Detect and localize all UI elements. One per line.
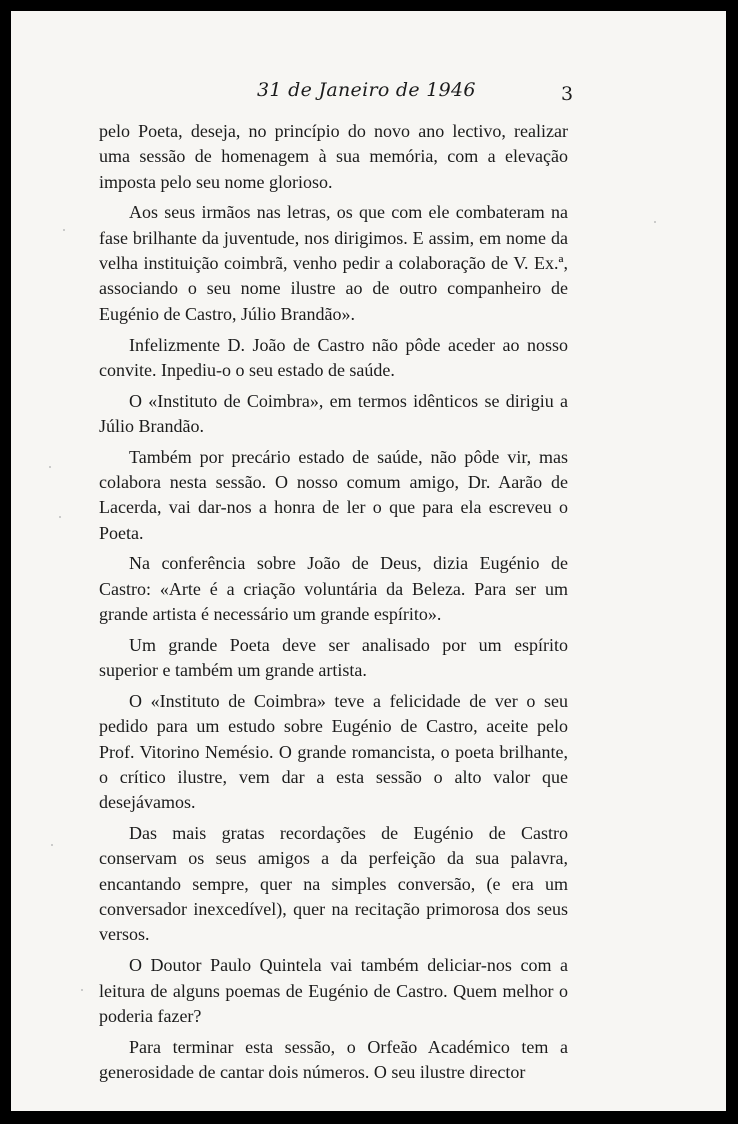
body-text: [99, 119, 568, 1085]
page-header: [11, 79, 726, 109]
paper-speck: [81, 989, 83, 991]
paragraph: Das mais gratas recordações de Eugénio de Castro conservam os seus amigos a da perfeição da sua palavra, encantando sempre, quer na simples conversão, (e era um conversador inexcedível), quer na recitação primorosa dos seus versos.: [99, 823, 568, 945]
paper-speck: [49, 466, 51, 468]
paragraph: O Doutor Paulo Quintela vai também deliciar-nos com a leitura de alguns poemas de Eugénio de Castro. Quem melhor o poderia fazer?: [99, 955, 568, 1026]
paper-speck: [51, 844, 53, 846]
paragraph: Para terminar esta sessão, o Orfeão Académico tem a generosidade de cantar dois números. O seu ilustre director: [99, 1036, 568, 1082]
document-page: [11, 11, 726, 1111]
paper-speck: [59, 516, 61, 518]
paragraph: O «Instituto de Coimbra», em termos idênticos se dirigiu a Júlio Brandão.: [99, 390, 568, 436]
paragraph: Infelizmente D. João de Castro não pôde aceder ao nosso convite. Inpediu-o o seu estado de saúde.: [99, 334, 568, 380]
paper-speck: [654, 221, 656, 223]
paragraph: Um grande Poeta deve ser analisado por um espírito superior e também um grande artista.: [99, 634, 568, 681]
paragraph: Na conferência sobre João de Deus, dizia Eugénio de Castro: «Arte é a criação voluntária da Beleza. Para ser um grande artista é necessário um grande espírito».: [99, 553, 568, 625]
paragraph: Também por precário estado de saúde, não pôde vir, mas colabora nesta sessão. O nosso comum amigo, Dr. Aarão de Lacerda, vai dar-nos a honra de ler o que para ela escreveu o Poeta.: [99, 446, 568, 543]
paragraph: O «Instituto de Coimbra» teve a felicidade de ver o seu pedido para um estudo sobre Eugénio de Castro, aceite pelo Prof. Vitorino Nemésio. O grande romancista, o poeta brilhante, o crítico ilustre, vem dar a esta sessão o alto valor que desejávamos.: [99, 690, 568, 813]
paragraph: Aos seus irmãos nas letras, os que com ele combateram na fase brilhante da juventude, nos dirigimos. E assim, em nome da velha instituição coimbrã, venho pedir a colaboração de V. Ex.ª, associando o seu nome ilustre ao de outro companheiro de Eugénio de Castro, Júlio Brandão».: [99, 202, 568, 324]
paper-speck: [63, 229, 65, 231]
paragraph: pelo Poeta, deseja, no princípio do novo ano lectivo, realizar uma sessão de homenagem à sua memória, com a elevação imposta pelo seu nome glorioso.: [99, 121, 568, 192]
running-head: 31 de Janeiro de 1946: [257, 79, 476, 101]
page-number: 3: [561, 83, 574, 105]
